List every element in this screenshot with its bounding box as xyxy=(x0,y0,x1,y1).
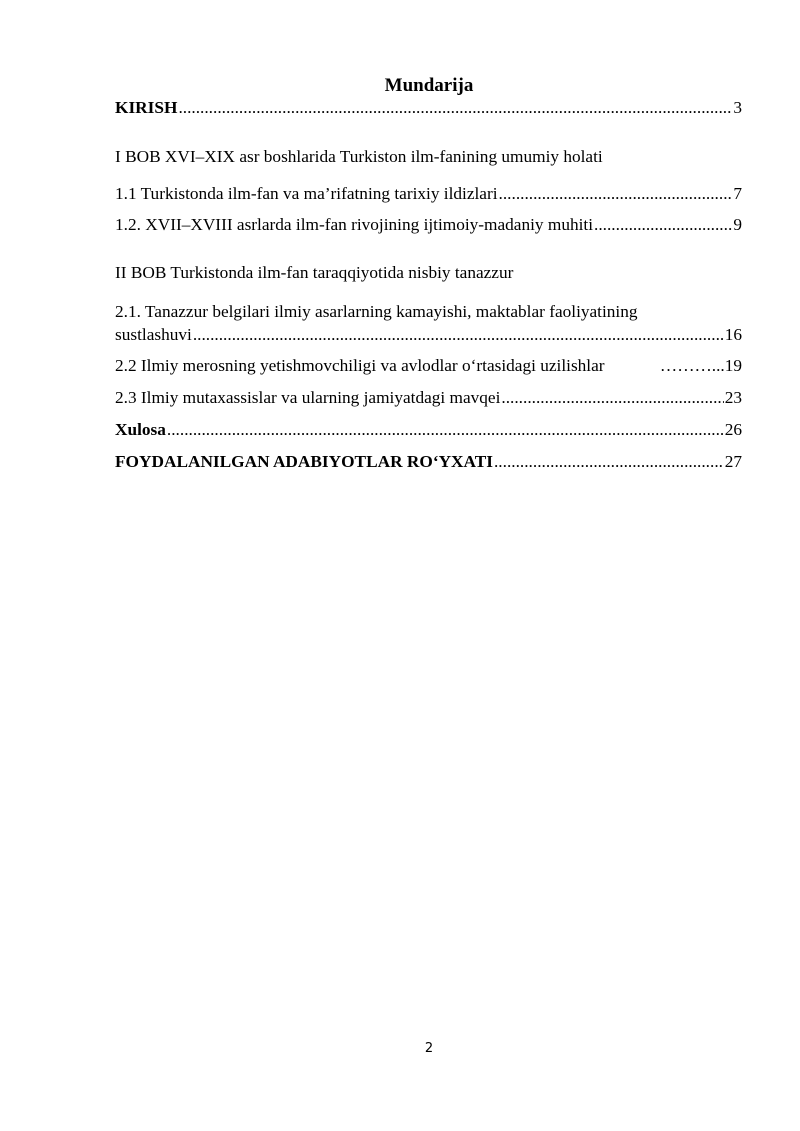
toc-page-number: 7 xyxy=(733,184,742,203)
toc-entry-2-1[interactable] xyxy=(115,324,742,346)
toc-entry-label: 2.3 Ilmiy mutaxassislar va ularning jamiyatdagi mavqei xyxy=(115,388,501,407)
toc-leader-dots xyxy=(494,451,724,473)
toc-entry-label: Xulosa xyxy=(115,420,166,439)
toc-entry-xulosa[interactable] xyxy=(115,419,742,441)
toc-chapter-2[interactable]: II BOB Turkistonda ilm-fan taraqqiyotida nisbiy tanazzur xyxy=(115,263,514,282)
toc-entry-2-1-line1[interactable]: 2.1. Tanazzur belgilari ilmiy asarlarning kamayishi, maktablar faoliyatining xyxy=(115,302,638,321)
toc-entry-references[interactable] xyxy=(115,451,742,473)
toc-page-number: 19 xyxy=(724,356,742,375)
toc-entry-label: sustlashuvi xyxy=(115,325,192,344)
toc-leader-dots xyxy=(501,387,723,409)
page-number: 2 xyxy=(424,1041,434,1056)
toc-entry-label: KIRISH xyxy=(115,98,178,117)
toc-page-number: 23 xyxy=(724,388,742,407)
toc-entry-2-3[interactable] xyxy=(115,387,742,409)
toc-leader-dots xyxy=(499,183,733,205)
toc-entry-kirish[interactable] xyxy=(115,97,742,119)
toc-page-number: 26 xyxy=(724,420,742,439)
toc-entry-label: 1.2. XVII–XVIII asrlarda ilm-fan rivojining ijtimoiy-madaniy muhiti xyxy=(115,215,594,234)
toc-leader-dots xyxy=(178,97,732,119)
toc-page-number: 27 xyxy=(724,452,742,471)
toc-entry-2-2[interactable] xyxy=(115,355,742,377)
toc-leader-dots xyxy=(594,214,732,236)
toc-chapter-1[interactable]: I BOB XVI–XIX asr boshlarida Turkiston ilm-fanining umumiy holati xyxy=(115,147,603,166)
toc-entry-label: 1.1 Turkistonda ilm-fan va ma’rifatning tarixiy ildizlari xyxy=(115,184,498,203)
toc-page-number: 3 xyxy=(733,98,742,117)
toc-entry-1-2[interactable] xyxy=(115,214,742,236)
toc-entry-label: 2.2 Ilmiy merosning yetishmovchiligi va avlodlar o‘rtasidagi uzilishlar xyxy=(115,356,605,375)
toc-entry-1-1[interactable] xyxy=(115,183,742,205)
toc-leader-ellipsis: ………... xyxy=(659,356,725,375)
toc-title: Mundarija xyxy=(384,75,474,96)
toc-entry-label: FOYDALANILGAN ADABIYOTLAR RO‘YXATI xyxy=(115,452,493,471)
toc-leader-dots xyxy=(167,419,724,441)
toc-page-number: 16 xyxy=(724,325,742,344)
toc-leader-dots xyxy=(193,324,724,346)
toc-page-number: 9 xyxy=(733,215,742,234)
